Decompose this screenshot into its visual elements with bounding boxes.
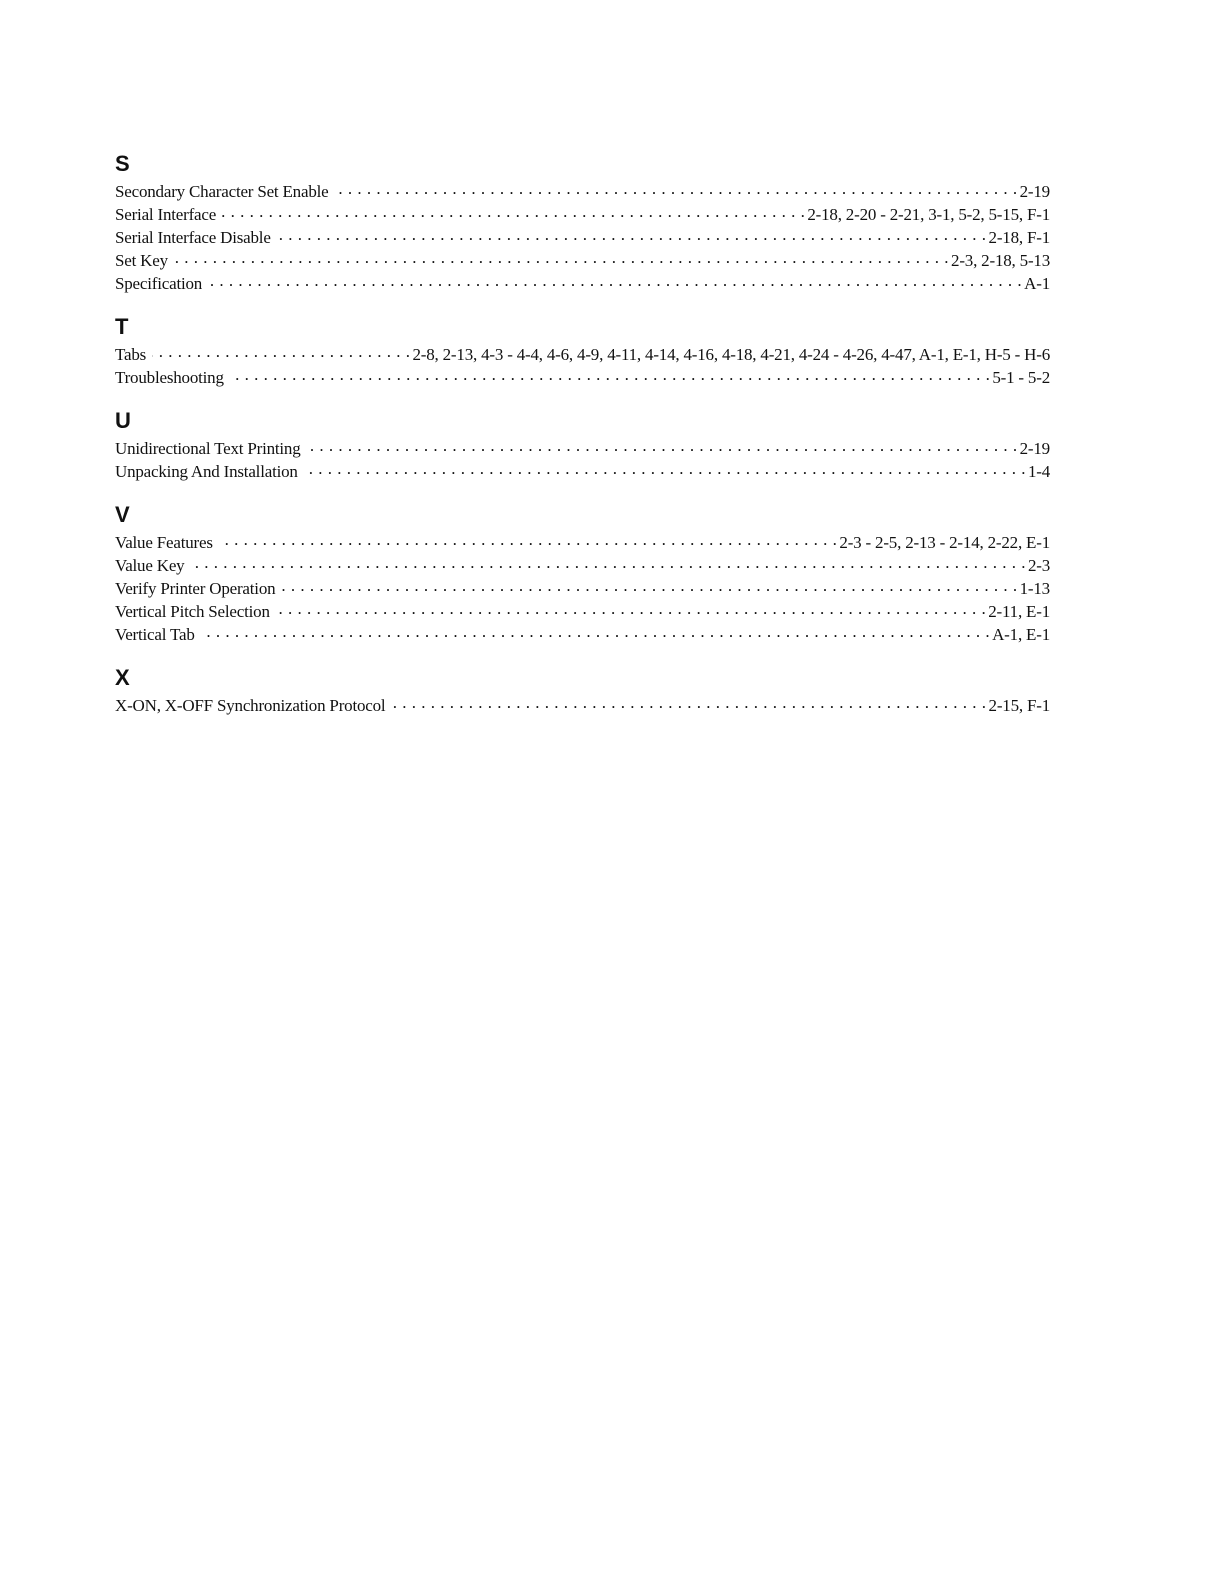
- index-entry: [115, 600, 1050, 623]
- entry-term: Serial Interface: [115, 205, 217, 224]
- section-letter: S: [115, 151, 130, 176]
- entry-pages: 1-13: [1019, 579, 1050, 598]
- dot-leader: [174, 249, 949, 266]
- entry-term: Vertical Pitch Selection: [115, 602, 270, 621]
- section-letter: T: [115, 314, 129, 339]
- entry-term: Verify Printer Operation: [115, 579, 276, 598]
- entry-term: Specification: [115, 274, 203, 293]
- index-entry: [115, 554, 1050, 577]
- dot-leader: [219, 531, 838, 548]
- dot-leader: [304, 460, 1026, 477]
- dot-leader: [281, 577, 1017, 594]
- index-section-x: [115, 664, 1050, 717]
- dot-leader: [230, 366, 991, 383]
- index-section-u: [115, 407, 1050, 483]
- dot-leader: [190, 554, 1025, 571]
- entry-term: Value Key: [115, 556, 185, 575]
- section-letter: V: [115, 502, 130, 527]
- entry-term: Unpacking And Installation: [115, 462, 298, 481]
- dot-leader: [152, 343, 410, 360]
- entry-pages: 2-19: [1019, 182, 1050, 201]
- entry-term: Serial Interface Disable: [115, 228, 271, 247]
- entry-term: Troubleshooting: [115, 368, 224, 387]
- index-entry: [115, 366, 1050, 389]
- index-entry: [115, 577, 1050, 600]
- index-entry: [115, 226, 1050, 249]
- entry-term: Value Features: [115, 533, 213, 552]
- index-entry: [115, 531, 1050, 554]
- index-entry: [115, 343, 1050, 366]
- entry-pages: 2-18, F-1: [988, 228, 1050, 247]
- entry-pages: 2-3 - 2-5, 2-13 - 2-14, 2-22, E-1: [839, 533, 1050, 552]
- entry-pages: 2-15, F-1: [988, 696, 1050, 715]
- section-letter: X: [115, 665, 130, 690]
- entry-pages: A-1, E-1: [992, 625, 1050, 644]
- entry-term: Unidirectional Text Printing: [115, 439, 301, 458]
- index-section-v: [115, 501, 1050, 646]
- entry-pages: 2-11, E-1: [988, 602, 1050, 621]
- index-section-s: [115, 150, 1050, 295]
- entry-pages: A-1: [1024, 274, 1050, 293]
- index-entry: [115, 437, 1050, 460]
- entry-pages: 2-3: [1027, 556, 1050, 575]
- section-letter: U: [115, 408, 131, 433]
- dot-leader: [201, 623, 990, 640]
- entry-pages: 2-8, 2-13, 4-3 - 4-4, 4-6, 4-9, 4-11, 4-14, 4-16, 4-18, 4-21, 4-24 - 4-26, 4-47, A-1, E-1, H-5 - H-6: [412, 345, 1050, 364]
- entry-term: X-ON, X-OFF Synchronization Protocol: [115, 696, 386, 715]
- index-page: [115, 150, 1050, 735]
- index-entry: [115, 694, 1050, 717]
- index-entry: [115, 203, 1050, 226]
- index-entry: [115, 460, 1050, 483]
- entry-pages: 2-18, 2-20 - 2-21, 3-1, 5-2, 5-15, F-1: [807, 205, 1050, 224]
- entry-pages: 5-1 - 5-2: [992, 368, 1050, 387]
- dot-leader: [277, 226, 987, 243]
- entry-pages: 2-19: [1019, 439, 1050, 458]
- index-entry: [115, 623, 1050, 646]
- entry-term: Secondary Character Set Enable: [115, 182, 329, 201]
- index-entry: [115, 249, 1050, 272]
- entry-term: Tabs: [115, 345, 147, 364]
- entry-pages: 2-3, 2-18, 5-13: [951, 251, 1050, 270]
- dot-leader: [208, 272, 1022, 289]
- entry-term: Set Key: [115, 251, 168, 270]
- entry-term: Vertical Tab: [115, 625, 195, 644]
- index-section-t: [115, 313, 1050, 389]
- dot-leader: [276, 600, 986, 617]
- dot-leader: [391, 694, 986, 711]
- dot-leader: [335, 180, 1018, 197]
- dot-leader: [222, 203, 805, 220]
- dot-leader: [307, 437, 1018, 454]
- index-entry: [115, 272, 1050, 295]
- index-entry: [115, 180, 1050, 203]
- entry-pages: 1-4: [1027, 462, 1050, 481]
